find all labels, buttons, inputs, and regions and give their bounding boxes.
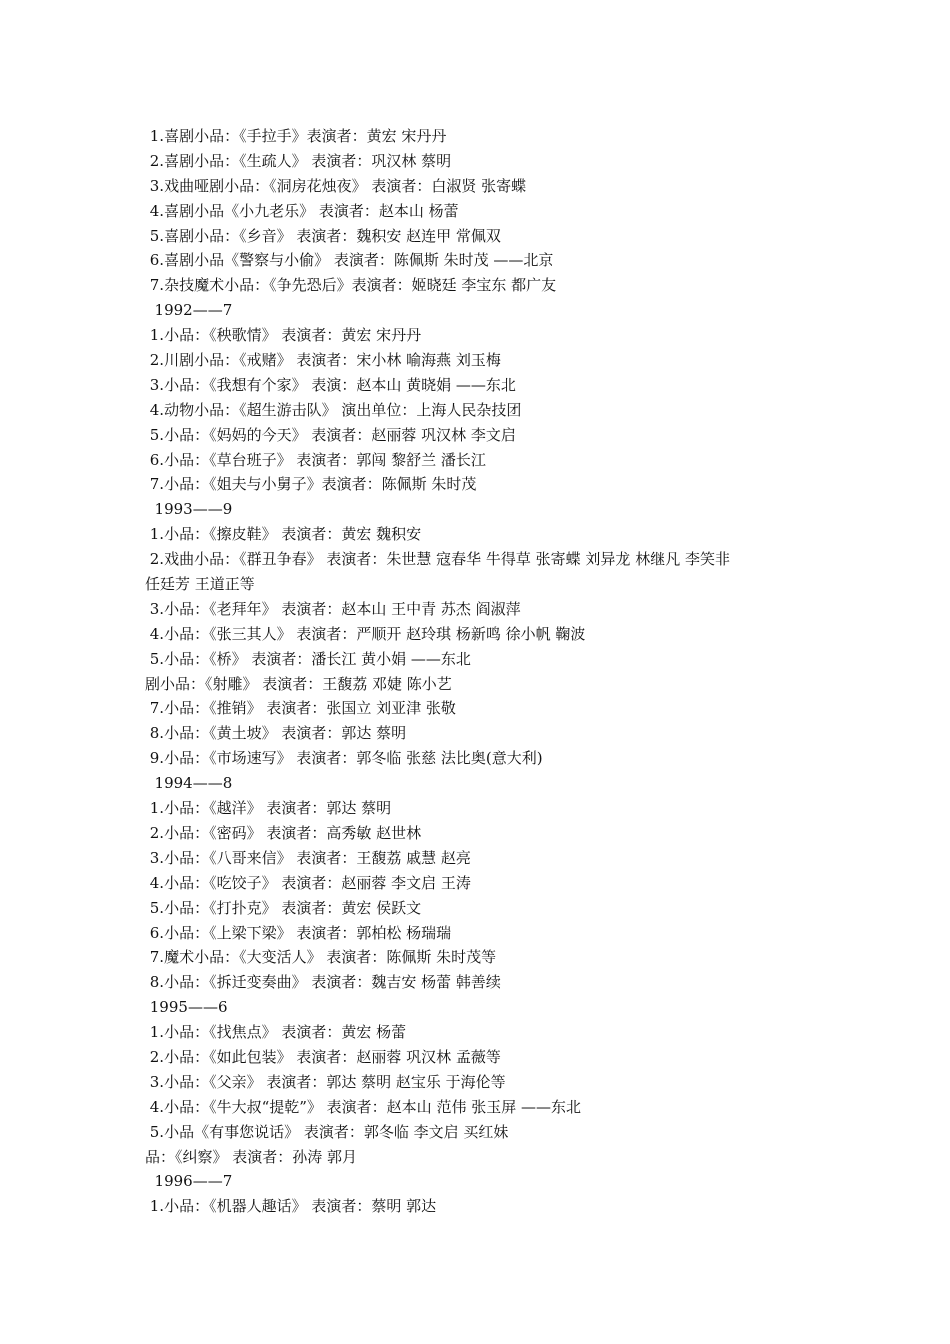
program-line: 5.小品：《桥》 表演者：潘长江 黄小娟 ——东北 [145,649,471,668]
program-line: 8.小品：《拆迁变奏曲》 表演者：魏吉安 杨蕾 韩善续 [145,973,501,992]
program-line: 4.动物小品：《超生游击队》 演出单位：上海人民杂技团 [145,400,522,419]
program-line: 1.小品：《越洋》 表演者：郭达 蔡明 [145,799,392,818]
program-line: 5.小品《有事您说话》 表演者：郭冬临 李文启 买红妹 [145,1122,509,1141]
program-line: 1.小品：《秧歌情》 表演者：黄宏 宋丹丹 [145,326,422,345]
program-line: 3.戏曲哑剧小品：《洞房花烛夜》 表演者：白淑贤 张寄蝶 [145,176,527,195]
program-line: 剧小品：《射雕》 表演者：王馥荔 邓婕 陈小艺 [145,674,452,693]
program-line: 2.小品：《密码》 表演者：高秀敏 赵世林 [145,823,422,842]
program-line: 9.小品：《市场速写》 表演者：郭冬临 张慈 法比奥(意大利) [145,749,543,768]
program-line: 5.小品：《妈妈的今天》 表演者：赵丽蓉 巩汉林 李文启 [145,425,516,444]
program-line: 2.戏曲小品：《群丑争春》 表演者：朱世慧 寇春华 牛得草 张寄蝶 刘异龙 林继凡 李笑非 [145,550,730,569]
program-line: 任廷芳 王道正等 [145,575,255,594]
program-line: 1.喜剧小品：《手拉手》表演者：黄宏 宋丹丹 [145,127,447,145]
program-line: 3.小品：《父亲》 表演者：郭达 蔡明 赵宝乐 于海伦等 [145,1072,506,1091]
program-line: 3.小品：《八哥来信》 表演者：王馥荔 戚慧 赵亮 [145,848,471,867]
program-line: 5.喜剧小品：《乡音》 表演者：魏积安 赵连甲 常佩双 [145,226,501,245]
year-heading: 1993——9 [145,500,233,519]
program-line: 1.小品：《机器人趣话》 表演者：蔡明 郭达 [145,1197,437,1216]
program-line: 7.魔术小品：《大变活人》 表演者：陈佩斯 朱时茂等 [145,948,497,967]
program-line: 6.小品：《上梁下梁》 表演者：郭柏松 杨瑞瑞 [145,923,452,942]
program-line: 4.小品：《牛大叔“提乾”》 表演者：赵本山 范伟 张玉屏 ——东北 [145,1097,581,1116]
program-line: 2.喜剧小品：《生疏人》 表演者：巩汉林 蔡明 [145,151,452,170]
program-line: 2.川剧小品：《戒赌》 表演者：宋小林 喻海燕 刘玉梅 [145,351,501,370]
program-line: 4.小品：《张三其人》 表演者：严顺开 赵玲琪 杨新鸣 徐小帆 鞠波 [145,624,586,643]
year-heading: 1996——7 [145,1172,233,1191]
program-line: 8.小品：《黄土坡》 表演者：郭达 蔡明 [145,724,407,743]
program-line: 5.小品：《打扑克》 表演者：黄宏 侯跃文 [145,898,422,917]
program-line: 3.小品：《我想有个家》 表演：赵本山 黄晓娟 ——东北 [145,375,516,394]
program-line: 3.小品：《老拜年》 表演者：赵本山 王中青 苏杰 阎淑萍 [145,599,521,618]
program-line: 1.小品：《找焦点》 表演者：黄宏 杨蕾 [145,1023,407,1042]
program-line: 4.喜剧小品《小九老乐》 表演者：赵本山 杨蕾 [145,201,459,220]
program-line: 4.小品：《吃饺子》 表演者：赵丽蓉 李文启 王涛 [145,873,471,892]
program-line: 品：《纠察》 表演者：孙涛 郭月 [145,1147,358,1166]
year-heading: 1995——6 [145,998,228,1017]
program-line: 6.喜剧小品《警察与小偷》 表演者：陈佩斯 朱时茂 ——北京 [145,251,554,270]
document-body [145,124,825,1219]
program-line: 1.小品：《擦皮鞋》 表演者：黄宏 魏积安 [145,525,422,544]
year-heading: 1994——8 [145,774,233,793]
program-line: 6.小品：《草台班子》 表演者：郭闯 黎舒兰 潘长江 [145,450,486,469]
program-line: 2.小品：《如此包装》 表演者：赵丽蓉 巩汉林 孟薇等 [145,1047,501,1066]
year-heading: 1992——7 [145,301,233,320]
program-line: 7.小品：《姐夫与小舅子》表演者：陈佩斯 朱时茂 [145,475,477,494]
program-line: 7.小品：《推销》 表演者：张国立 刘亚津 张敬 [145,699,456,718]
program-line: 7.杂技魔术小品：《争先恐后》表演者：姬晓廷 李宝东 都广友 [145,276,557,295]
